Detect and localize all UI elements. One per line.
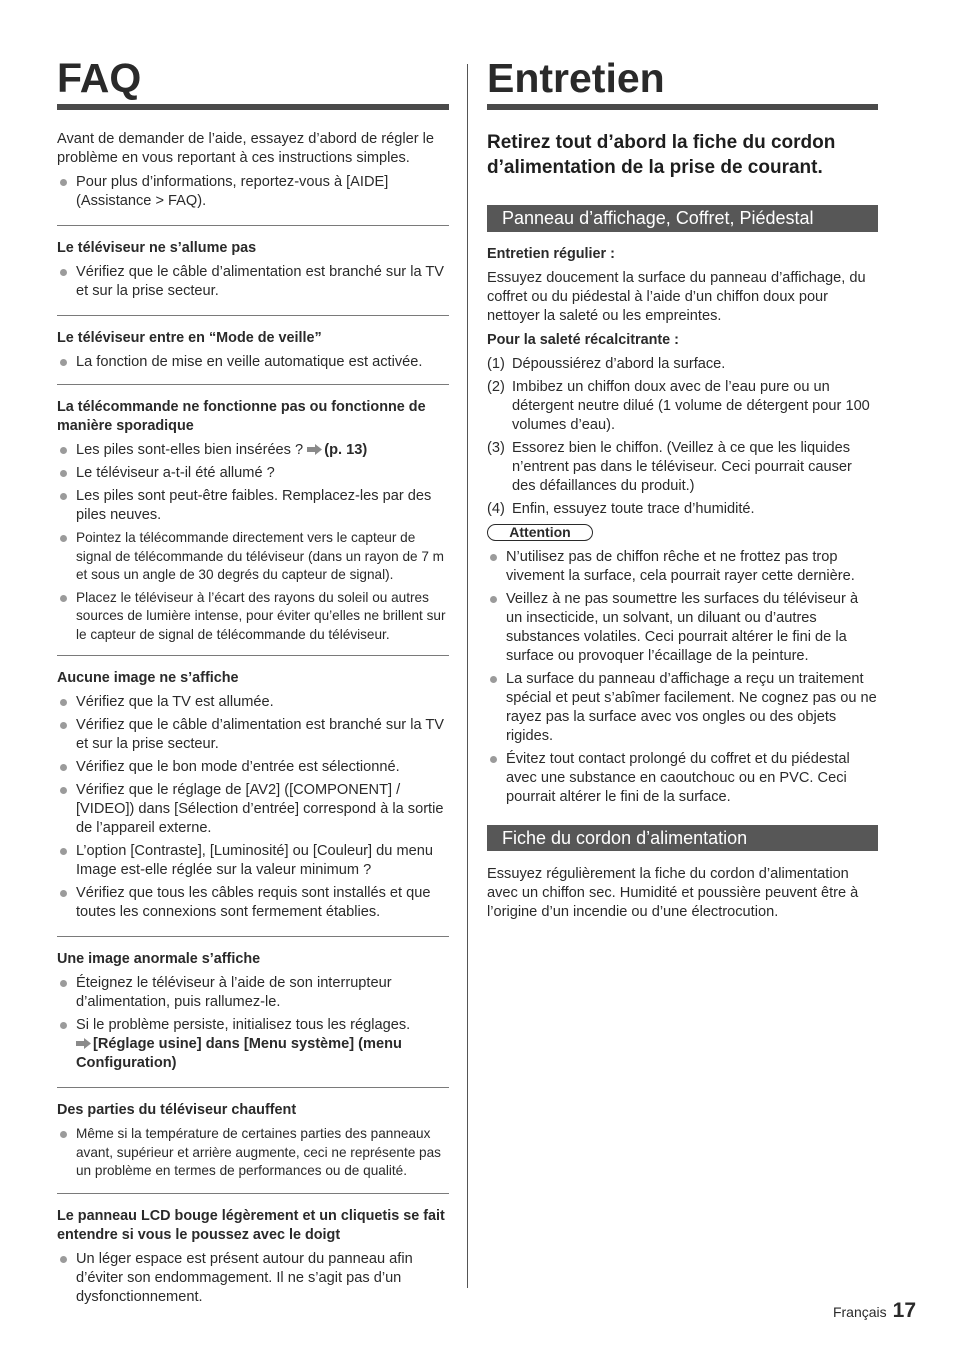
faq-question-title: Une image anormale s’affiche [57,951,261,967]
bullet-icon [60,764,67,771]
bullet-icon [60,269,67,276]
list-item: N’utilisez pas de chiffon rêche et ne frottez pas trop vivement la surface, cela pourrait rayer cette dernière. [487,548,878,586]
section-separator [57,1087,449,1088]
bullet-icon [60,848,67,855]
page-footer [833,1301,916,1323]
arrow-right-icon [307,444,322,455]
faq-intro-list [57,173,449,211]
list-item: Un léger espace est présent autour du panneau afin d’éviter son endommagement. Il ne s’agit pas d’un dysfonctionnement. [57,1250,449,1307]
list-item: Pointez la télécommande directement vers le capteur de signal de télécommande du téléviseur (dans un rayon de 7 m et sous un angle de 30 degrés du capteur de signal). [57,529,449,585]
section-separator [57,315,449,316]
faq-title-rule [57,104,449,110]
faq-answer-list [57,693,449,922]
list-item: Vérifiez que le bon mode d’entrée est sélectionné. [57,758,449,777]
faq-answer-list [57,353,449,372]
bullet-icon [60,595,67,602]
column-divider [467,64,468,1288]
entretien-lead: Retirez tout d’abord la fiche du cordon d’alimentation de la prise de courant. [487,132,836,178]
list-item: Pour plus d’informations, reportez-vous à [AIDE] (Assistance > FAQ). [57,173,449,211]
bullet-icon [490,676,497,683]
list-item: Les piles sont peut-être faibles. Remplacez-les par des piles neuves. [57,487,449,525]
arrow-right-icon [76,1038,91,1049]
bullet-icon [60,1022,67,1029]
bullet-icon [60,359,67,366]
list-item: (2) Imbibez un chiffon doux avec de l’eau pure ou un détergent neutre dilué (1 volume de détergent pour 100 volumes d’eau). [487,378,870,433]
list-item: Éteignez le téléviseur à l’aide de son interrupteur d’alimentation, puis rallumez-le. [57,974,449,1012]
bullet-icon [60,493,67,500]
bullet-icon [60,699,67,706]
list-item: Même si la température de certaines parties des panneaux avant, supérieur et arrière augmente, ceci ne représente pas un problème en termes de performances ou de qualité. [57,1125,449,1181]
faq-question-title: Le téléviseur ne s’allume pas [57,240,257,256]
faq-question-title: La télécommande ne fonctionne pas ou fonctionne de manière sporadique [57,399,426,434]
list-item: Vérifiez que le câble d’alimentation est branché sur la TV et sur la prise secteur. [57,263,449,301]
list-item: L’option [Contraste], [Luminosité] ou [Couleur] du menu Image est-elle réglée sur la valeur minimum ? [57,842,449,880]
page-reference-link[interactable]: (p. 13) [324,442,368,458]
faq-answer-list [57,1125,449,1181]
attention-badge: Attention [487,524,593,541]
attention-list [487,548,878,807]
list-item: Placez le téléviseur à l’écart des rayons du soleil ou autres sources de lumière intense, pour éviter qu’elles ne brillent sur le capteur de signal de télécommande du téléviseur. [57,589,449,645]
list-item: La fonction de mise en veille automatique est activée. [57,353,449,372]
regular-care-title: Entretien régulier : [487,245,615,262]
section-header-power-cord: Fiche du cordon d’alimentation [487,825,878,852]
list-item: Vérifiez que le réglage de [AV2] ([COMPONENT] / [VIDEO]) dans [Sélection d’entrée] correspond à la sortie de l’appareil externe. [57,781,449,838]
bullet-icon [60,980,67,987]
faq-answer-list [57,974,449,1073]
faq-content [57,130,449,1311]
power-cord-text: Essuyez régulièrement la fiche du cordon d’alimentation avec un chiffon sec. Humidité et poussière peuvent être à l’origine d’un incendie ou d’une électrocution. [487,866,859,920]
bullet-icon [490,756,497,763]
list-item: Vérifiez que tous les câbles requis sont installés et que toutes les connexions sont fermement établies. [57,884,449,922]
bullet-icon [60,1131,67,1138]
list-item: (1) Dépoussiérez d’abord la surface. [487,355,726,372]
faq-question-title: Aucune image ne s’affiche [57,670,239,686]
faq-question-title: Des parties du téléviseur chauffent [57,1102,297,1118]
bullet-icon [60,787,67,794]
section-separator [57,384,449,385]
list-item: Vérifiez que le câble d’alimentation est branché sur la TV et sur la prise secteur. [57,716,449,754]
list-item: (4) Enfin, essuyez toute trace d’humidité. [487,500,755,517]
list-item: Évitez tout contact prolongé du coffret et du piédestal avec une substance en caoutchouc ou en PVC. Ceci pourrait altérer le fini de la surface. [487,750,878,807]
bullet-icon [60,722,67,729]
list-item: Veillez à ne pas soumettre les surfaces du téléviseur à un insecticide, un solvant, un diluant ou d’autres substances volatiles. Ceci pourrait altérer le fini de la surface ou provoquer l’écaillage de la peinture. [487,590,878,666]
cleaning-steps [487,355,878,519]
section-separator [57,655,449,656]
bullet-icon [60,447,67,454]
bullet-icon [60,890,67,897]
entretien-content [487,130,878,922]
attention-badge-row [487,524,878,543]
faq-answer-list [57,263,449,301]
bullet-icon [60,179,67,186]
bullet-icon [60,470,67,477]
faq-title: FAQ [57,55,142,101]
bullet-icon [60,535,67,542]
section-separator [57,225,449,226]
section-separator [57,1193,449,1194]
faq-answer-list [57,441,449,644]
section-separator [57,936,449,937]
page-number: 17 [892,1299,916,1322]
entretien-title: Entretien [487,55,665,101]
list-item: Les piles sont-elles bien insérées ? (p. 13) [57,441,449,460]
faq-question-title: Le téléviseur entre en “Mode de veille” [57,330,322,346]
faq-intro: Avant de demander de l’aide, essayez d’abord de régler le problème en vous reportant à ces instructions simples. [57,131,434,166]
section-header-panel: Panneau d’affichage, Coffret, Piédestal [487,205,878,232]
list-item: Le téléviseur a-t-il été allumé ? [57,464,449,483]
regular-care-text: Essuyez doucement la surface du panneau d’affichage, du coffret ou du piédestal à l’aide d’un chiffon doux pour nettoyer la saleté ou les empreintes. [487,269,866,324]
list-item: (3) Essorez bien le chiffon. (Veillez à ce que les liquides n’entrent pas dans le téléviseur. Ceci pourrait causer des défaillances du produit.) [487,439,852,494]
list-item: La surface du panneau d’affichage a reçu un traitement spécial et peut s’abîmer facilement. Ne cognez pas ou ne rayez pas la surface avec vos ongles ou des objets rigides. [487,670,878,746]
footer-language: Français [832,1304,887,1320]
entretien-title-rule [487,104,878,110]
list-item: Vérifiez que la TV est allumée. [57,693,449,712]
faq-question-title: Le panneau LCD bouge légèrement et un cliquetis se fait entendre si vous le poussez avec le doigt [57,1207,445,1243]
faq-answer-list [57,1250,449,1307]
bullet-icon [490,596,497,603]
menu-reference-link[interactable]: [Réglage usine] dans [Menu système] (menu Configuration) [76,1036,402,1071]
bullet-icon [60,1256,67,1263]
list-item: Si le problème persiste, initialisez tous les réglages. [Réglage usine] dans [Menu système] (menu Configuration) [57,1016,449,1073]
bullet-icon [490,554,497,561]
stubborn-dirt-title: Pour la saleté récalcitrante : [487,331,679,348]
